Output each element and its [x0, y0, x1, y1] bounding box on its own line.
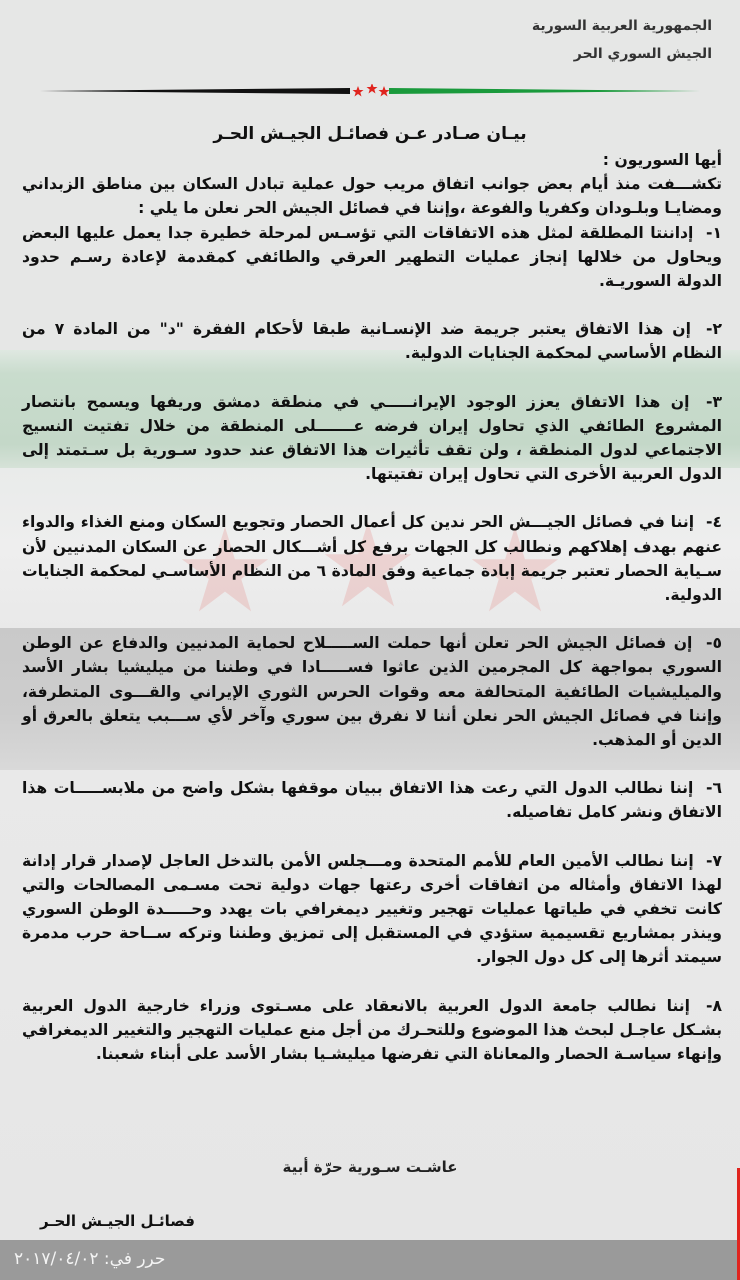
point-text: إننا نطالب الدول التي رعت هذا الاتفاق ببيان موقفها بشكل واضح من ملابســـــات هذا الاتفاق ونشر كامل تفاصيله.	[22, 779, 722, 822]
letterhead	[532, 12, 712, 68]
flag-star-icon	[367, 84, 378, 94]
point-text: إننا نطالب جامعة الدول العربية بالانعقاد على مسـتوى وزراء خارجية الدول العربية بشـكل عاجـل لبحث هذا الموضوع وللتحـرك من أجل منع عمليات التهجير والتغيير الديمغرافي وإنهاء سياسـة الحصار والمعاناة التي تفرضها ميليشـيا بشار الأسد على أبناء شعبنا.	[22, 996, 722, 1064]
point-number: ٥-	[705, 634, 722, 653]
point-number: ١-	[705, 223, 722, 242]
point-text: إن هذا الاتفاق يعزز الوجود الإيرانـــــي في منطقة دمشق وريفها ويسمح بانتصار المشروع الطائفي الذي تحاول إيران فرضه عـــــــلى المنطقة من خلال تفتيت النسيج الاجتماعي لدول المنطقة ، ولن تقف تأثيرات هذا الاتفاق عند حدود سـورية بل سـتمتد إلى الدول العربية الأخرى التي تحاول إيران تفتيتها.	[22, 392, 722, 484]
intro-paragraph: تكشـــفت منذ أيام بعض جوانب اتفاق مريب حول عملية تبادل السكان بين مناطق الزبداني ومضايـا وبلـودان وكفريا والفوعة ،وإننا في فصائل الجيش الحر نعلن ما يلي :	[22, 175, 722, 218]
flag-star-icon	[353, 86, 364, 97]
statement-body	[22, 148, 722, 1090]
point-7	[22, 849, 722, 970]
point-number: ٦-	[706, 779, 723, 798]
signature: فصائـل الجيـش الحـر	[40, 1212, 195, 1230]
issue-date: حرر في: ٢٠١٧/٠٤/٠٢	[14, 1249, 166, 1269]
point-number: ٣-	[705, 392, 722, 411]
point-text: إن فصائل الجيش الحر تعلن أنها حملت الســـــلاح لحماية المدنيين والدفاع عن الوطن السوري بمواجهة كل المجرمين الذين عاثوا فســـــادا في وطننا من ميليشيا بشار الأسد والميليشيات الطائفية المتحالفة معه وقوات الحرس الثوري الإيراني والقـــوى المتطرفة، وإننا في فصائل الجيش الحر نعلن أننا لا نفرق بين سوري وآخر لأي ســـبب يتعلق بالعرق أو الدين أو المذهب.	[22, 634, 722, 750]
point-text: إننا نطالب الأمين العام للأمم المتحدة ومـــجلس الأمن بالتدخل العاجل لإصدار قرار إدانة لهذا الاتفاق وأمثاله من اتفاقات أخرى رعتها جهات دولية تحت مسـمى المصالحات والتي كانت تخفي في طياتها عمليات تهجير وتغيير ديمغرافي بات يهدد وحـــــدة الوطن السوري وينذر بمشاريع تقسيمية ستؤدي في المستقبل إلى تمزيق وطننا وتركه ســاحة حرب مدمرة سيمتد أثرها إلى كل دول الجوار.	[22, 851, 722, 967]
point-6	[22, 776, 722, 824]
flag-divider-icon	[40, 84, 700, 98]
flag-star-icon	[379, 86, 390, 97]
point-3	[22, 390, 722, 487]
statement-title: بيـان صـادر عـن فصائـل الجيـش الحـر	[213, 124, 527, 144]
point-number: ٢-	[705, 320, 722, 339]
point-text: إن هذا الاتفاق يعتبر جريمة ضد الإنسـانية طبقا لأحكام الفقرة "د" من المادة ٧ من النظام الأساسي لمحكمة الجنايات الدولية.	[22, 320, 722, 363]
point-number: ٨-	[705, 996, 722, 1015]
point-number: ٤-	[705, 513, 722, 532]
closing-slogan: عاشـت سـورية حرّة أبية	[282, 1158, 458, 1176]
footer-bar	[0, 1240, 737, 1280]
point-1	[22, 221, 722, 294]
point-text: إننا في فصائل الجيـــش الحر ندين كل أعمال الحصار وتجويع السكان ومنع الغذاء والدواء عنهم بهدف إهلاكهم ونطالب كل الجهات برفع كل أشـــكال الحصار عن السكان المدنيين لأن سـياية الحصار تعتبر جريمة إبادة جماعية وفق المادة ٦ من النظام الأساسـي لمحكمة الجنايات الدولية.	[22, 513, 722, 605]
header-country: الجمهورية العربية السورية	[531, 18, 712, 34]
point-2	[22, 317, 722, 365]
greeting: أيها السوريون :	[602, 151, 722, 169]
point-5	[22, 631, 722, 752]
point-4	[22, 510, 722, 607]
point-8	[22, 994, 722, 1067]
point-text: إداننتا المطلقة لمثل هذه الاتفاقات التي تؤسـس لمرحلة خطيرة جدا يعمل عليها البعض ويحاول من خلالها إنجاز عمليات التطهير العرقي والطائفي كمقدمة لإعادة رسـم حدود الدولة السوريـة.	[22, 223, 722, 291]
point-number: ٧-	[705, 851, 722, 870]
header-organization: الجيش السوري الحر	[573, 46, 712, 62]
